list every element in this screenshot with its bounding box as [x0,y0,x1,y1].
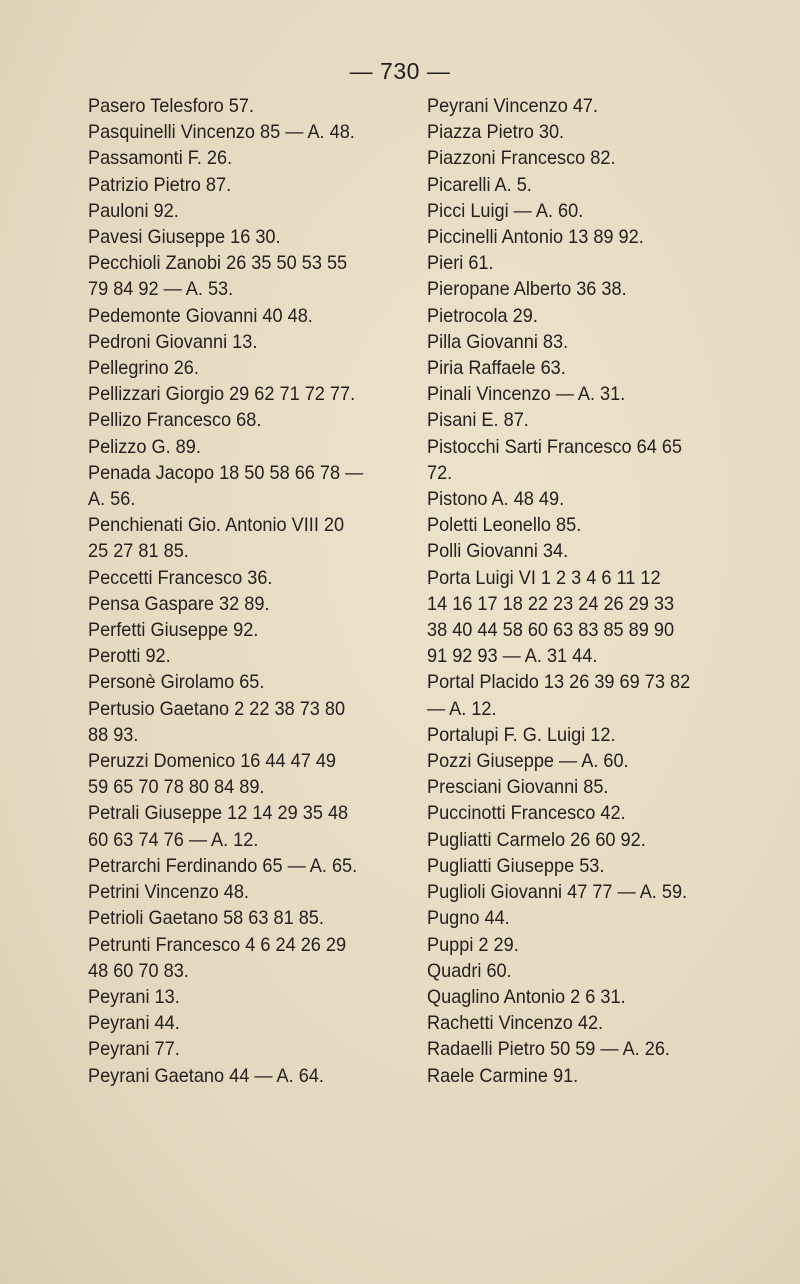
index-entry-line: Puppi 2 29. [427,933,519,956]
index-entry [88,407,404,433]
index-entry [427,565,771,670]
index-entry-line: Pauloni 92. [88,199,179,222]
index-entry [427,381,771,407]
index-entry-line: Pistono A. 48 49. [427,488,565,511]
index-entry-line: Petrali Giuseppe 12 14 29 35 48 [88,802,349,825]
index-entry [427,407,771,433]
index-entry [427,827,771,853]
index-entry [88,329,404,355]
index-entry-line: Porta Luigi VI 1 2 3 4 6 11 12 [427,566,661,589]
index-entry-continuation: 59 65 70 78 80 84 89. [88,776,265,799]
index-entry [427,853,771,879]
index-entry-line: Personè Girolamo 65. [88,671,265,694]
index-entry-continuation: 91 92 93 — A. 31 44. [427,645,598,668]
index-entry [427,669,771,721]
index-entry [427,172,771,198]
index-entry-line: Puccinotti Francesco 42. [427,802,626,825]
index-entry-line: Piccinelli Antonio 13 89 92. [427,226,644,249]
index-entry [88,565,404,591]
index-entry-line: Pellegrino 26. [88,357,199,380]
index-entry-line: Picci Luigi — A. 60. [427,199,584,222]
index-entry-continuation: 72. [427,461,453,484]
index-entry [427,748,771,774]
index-entry-line: Pasero Telesforo 57. [88,95,255,117]
index-entry-continuation: 88 93. [88,723,139,746]
index-entry [427,512,771,538]
index-column-right [427,93,771,1089]
index-entry-continuation: 60 63 74 76 — A. 12. [88,828,259,851]
index-entry [427,250,771,276]
index-entry-line: Pavesi Giuseppe 16 30. [88,226,281,249]
index-entry-continuation: 79 84 92 — A. 53. [88,278,234,301]
index-entry [427,800,771,826]
index-entry [427,145,771,171]
index-entry-line: Passamonti F. 26. [88,147,233,170]
index-entry-line: Pisani E. 87. [427,409,529,432]
index-entry [427,119,771,145]
index-entry [427,434,771,486]
index-entry-line: Perotti 92. [88,645,171,668]
index-entry [88,591,404,617]
index-entry-line: Rachetti Vincenzo 42. [427,1012,604,1035]
index-entry [88,1063,404,1089]
index-entry [88,224,404,250]
index-entry-line: Pietrocola 29. [427,304,538,327]
index-entry [427,879,771,905]
index-entry-line: Penada Jacopo 18 50 58 66 78 — [88,461,364,484]
index-entry-line: Pugno 44. [427,907,510,930]
index-entry [427,905,771,931]
index-entry [88,643,404,669]
index-entry-line: Piria Raffaele 63. [427,357,566,380]
index-entry-continuation: — A. 12. [427,697,497,720]
index-entry [88,879,404,905]
index-entry-line: Pugliatti Carmelo 26 60 92. [427,828,646,851]
index-entry-line: Poletti Leonello 85. [427,514,582,537]
index-entry [427,329,771,355]
index-entry [427,303,771,329]
index-entry-line: Peruzzi Domenico 16 44 47 49 [88,750,337,773]
index-entry-line: Pieropane Alberto 36 38. [427,278,627,301]
index-entry [88,512,404,564]
page-number: — 730 — [349,58,451,84]
index-entry [88,145,404,171]
index-entry-line: Polli Giovanni 34. [427,540,569,563]
index-entry-line: Piazzoni Francesco 82. [427,147,616,170]
index-entry-line: Quadri 60. [427,959,512,982]
index-entry [427,224,771,250]
index-entry [88,984,404,1010]
index-entry-line: Patrizio Pietro 87. [88,173,232,196]
index-entry-line: Pelizzo G. 89. [88,435,201,458]
index-entry-line: Pugliatti Giuseppe 53. [427,854,605,877]
index-entry-line: Portal Placido 13 26 39 69 73 82 [427,671,691,694]
index-entry-line: Petrarchi Ferdinando 65 — A. 65. [88,854,358,877]
index-entry [427,722,771,748]
index-entry [427,774,771,800]
index-entry-line: Puglioli Giovanni 47 77 — A. 59. [427,881,688,904]
index-entry [88,1036,404,1062]
index-entry-line: Pellizzari Giorgio 29 62 71 72 77. [88,383,356,406]
index-entry [88,748,404,800]
index-entry [427,958,771,984]
index-entry-continuation: 48 60 70 83. [88,959,189,982]
index-entry [427,1036,771,1062]
index-entry [88,1010,404,1036]
index-entry-continuation: 38 40 44 58 60 63 83 85 89 90 [427,619,675,642]
index-entry [427,984,771,1010]
index-entry-line: Radaelli Pietro 50 59 — A. 26. [427,1038,670,1061]
index-entry [88,696,404,748]
index-entry [88,460,404,512]
index-entry-line: Pozzi Giuseppe — A. 60. [427,750,629,773]
index-entry [88,800,404,852]
index-entry [427,486,771,512]
index-entry-line: Pistocchi Sarti Francesco 64 65 [427,435,683,458]
index-entry [427,276,771,302]
index-entry-line: Piazza Pietro 30. [427,121,565,144]
index-entry [88,434,404,460]
index-entry [427,198,771,224]
index-entry-line: Peccetti Francesco 36. [88,566,273,589]
index-entry-line: Picarelli A. 5. [427,173,532,196]
index-entry [88,172,404,198]
index-entry [88,93,404,119]
index-entry-line: Quaglino Antonio 2 6 31. [427,985,626,1008]
index-entry-line: Peyrani 77. [88,1038,180,1061]
index-entry [88,905,404,931]
index-entry-line: Peyrani Vincenzo 47. [427,95,599,117]
index-entry [88,853,404,879]
index-entry-line: Pecchioli Zanobi 26 35 50 53 55 [88,252,348,275]
index-entry [88,198,404,224]
index-entry-line: Penchienati Gio. Antonio VIII 20 [88,514,345,537]
index-entry-line: Peyrani Gaetano 44 — A. 64. [88,1064,324,1087]
index-entry-continuation: 14 16 17 18 22 23 24 26 29 33 [427,592,675,615]
index-entry-continuation: 25 27 81 85. [88,540,189,563]
index-entry [427,93,771,119]
index-entry-line: Portalupi F. G. Luigi 12. [427,723,616,746]
index-entry [427,355,771,381]
index-entry-line: Peyrani 13. [88,985,180,1008]
index-entry-line: Pedemonte Giovanni 40 48. [88,304,313,327]
index-entry [88,355,404,381]
index-entry [88,932,404,984]
index-entry [427,1010,771,1036]
index-entry-line: Pedroni Giovanni 13. [88,330,258,353]
index-entry-line: Raele Carmine 91. [427,1064,579,1087]
index-entry-line: Pertusio Gaetano 2 22 38 73 80 [88,697,346,720]
index-entry [88,381,404,407]
index-entry [88,669,404,695]
index-entry-line: Petrini Vincenzo 48. [88,881,249,904]
index-entry-line: Pieri 61. [427,252,494,275]
index-entry [88,303,404,329]
index-entry-line: Presciani Giovanni 85. [427,776,609,799]
index-entry [88,250,404,302]
index-entry-line: Pasquinelli Vincenzo 85 — A. 48. [88,121,355,144]
index-entry [88,119,404,145]
index-entry-line: Perfetti Giuseppe 92. [88,619,259,642]
index-entry-line: Pilla Giovanni 83. [427,330,569,353]
index-entry-continuation: A. 56. [88,488,136,511]
index-entry [427,932,771,958]
index-entry-line: Petrioli Gaetano 58 63 81 85. [88,907,324,930]
index-entry-line: Pinali Vincenzo — A. 31. [427,383,626,406]
index-entry [88,617,404,643]
index-entry [427,1063,771,1089]
index-column-left [88,93,404,1089]
index-entry-line: Pensa Gaspare 32 89. [88,592,270,615]
index-entry-line: Pellizo Francesco 68. [88,409,262,432]
index-entry [427,538,771,564]
index-entry-line: Petrunti Francesco 4 6 24 26 29 [88,933,347,956]
index-entry-line: Peyrani 44. [88,1012,180,1035]
